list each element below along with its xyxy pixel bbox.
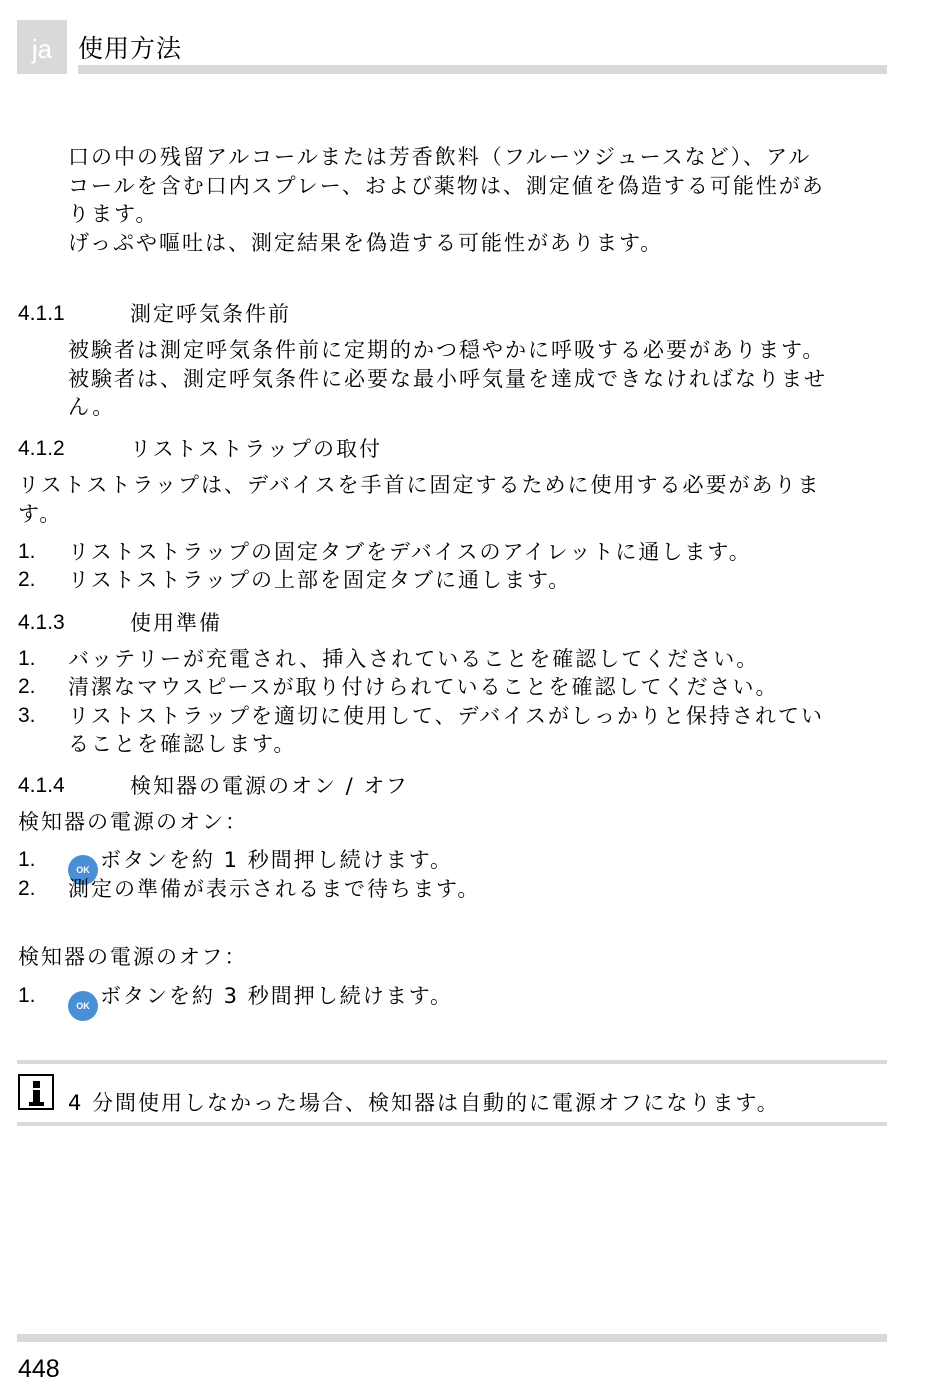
info-icon — [18, 1074, 54, 1110]
warning-line: ります。 — [68, 202, 159, 226]
step-text: リストストラップの上部を固定タブに通します。 — [68, 568, 572, 592]
warning-line: げっぷや嘔吐は、測定結果を偽造する可能性があります。 — [68, 231, 664, 255]
step-text-content: ボタンを約 3 秒間押し続けます。 — [100, 984, 454, 1008]
step-text-continued: ることを確認します。 — [68, 732, 297, 756]
step-number: 1. — [18, 647, 36, 670]
power-off-label: 検知器の電源のオフ： — [18, 945, 248, 969]
step-number: 2. — [18, 675, 36, 698]
power-on-label: 検知器の電源のオン： — [18, 810, 248, 834]
body-line: ん。 — [68, 395, 116, 419]
section-number: 4.1.3 — [18, 611, 65, 634]
body-line: リストストラップは、デバイスを手首に固定するために使用する必要がありま — [18, 473, 821, 497]
step-text: 清潔なマウスピースが取り付けられていることを確認してください。 — [68, 675, 779, 699]
body-line: 被験者は、測定呼気条件に必要な最小呼気量を達成できなければなりませ — [68, 367, 827, 391]
warning-line: コールを含む口内スプレー、および薬物は、測定値を偽造する可能性があ — [68, 174, 825, 198]
header-rule — [78, 65, 887, 74]
section-heading: 測定呼気条件前 — [130, 302, 291, 326]
step-text: リストストラップを適切に使用して、デバイスがしっかりと保持されてい — [68, 704, 825, 728]
note-top-rule — [17, 1060, 887, 1064]
section-heading: リストストラップの取付 — [130, 437, 382, 461]
step-number: 1. — [18, 540, 36, 563]
step-text-content: ボタンを約 1 秒間押し続けます。 — [100, 848, 454, 872]
note-bottom-rule — [17, 1122, 887, 1126]
language-tab: ja — [17, 20, 67, 74]
ok-button-icon: OK — [68, 991, 98, 1021]
body-line: 被験者は測定呼気条件前に定期的かつ穏やかに呼吸する必要があります。 — [68, 338, 826, 362]
section-heading: 使用準備 — [130, 611, 222, 635]
footer-rule — [17, 1334, 887, 1342]
step-text: 測定の準備が表示されるまで待ちます。 — [68, 877, 481, 901]
step-number: 1. — [18, 848, 36, 871]
section-number: 4.1.2 — [18, 437, 65, 460]
page-title: 使用方法 — [78, 34, 183, 63]
step-text: リストストラップの固定タブをデバイスのアイレットに通します。 — [68, 540, 752, 564]
step-number: 2. — [18, 877, 36, 900]
section-number: 4.1.1 — [18, 302, 65, 325]
step-number: 1. — [18, 984, 36, 1007]
warning-line: 口の中の残留アルコールまたは芳香飲料（フルーツジュースなど）、アル — [68, 145, 812, 169]
section-number: 4.1.4 — [18, 774, 65, 797]
info-note-text: 4 分間使用しなかった場合、検知器は自動的に電源オフになります。 — [68, 1091, 780, 1115]
step-number: 2. — [18, 568, 36, 591]
page-number: 448 — [18, 1355, 60, 1383]
body-line: す。 — [18, 502, 63, 526]
section-heading: 検知器の電源のオン / オフ — [130, 774, 409, 798]
step-number: 3. — [18, 704, 36, 727]
step-text: バッテリーが充電され、挿入されていることを確認してください。 — [68, 647, 760, 671]
ok-button-icon: OK — [68, 855, 98, 885]
step-text — [68, 982, 453, 1021]
